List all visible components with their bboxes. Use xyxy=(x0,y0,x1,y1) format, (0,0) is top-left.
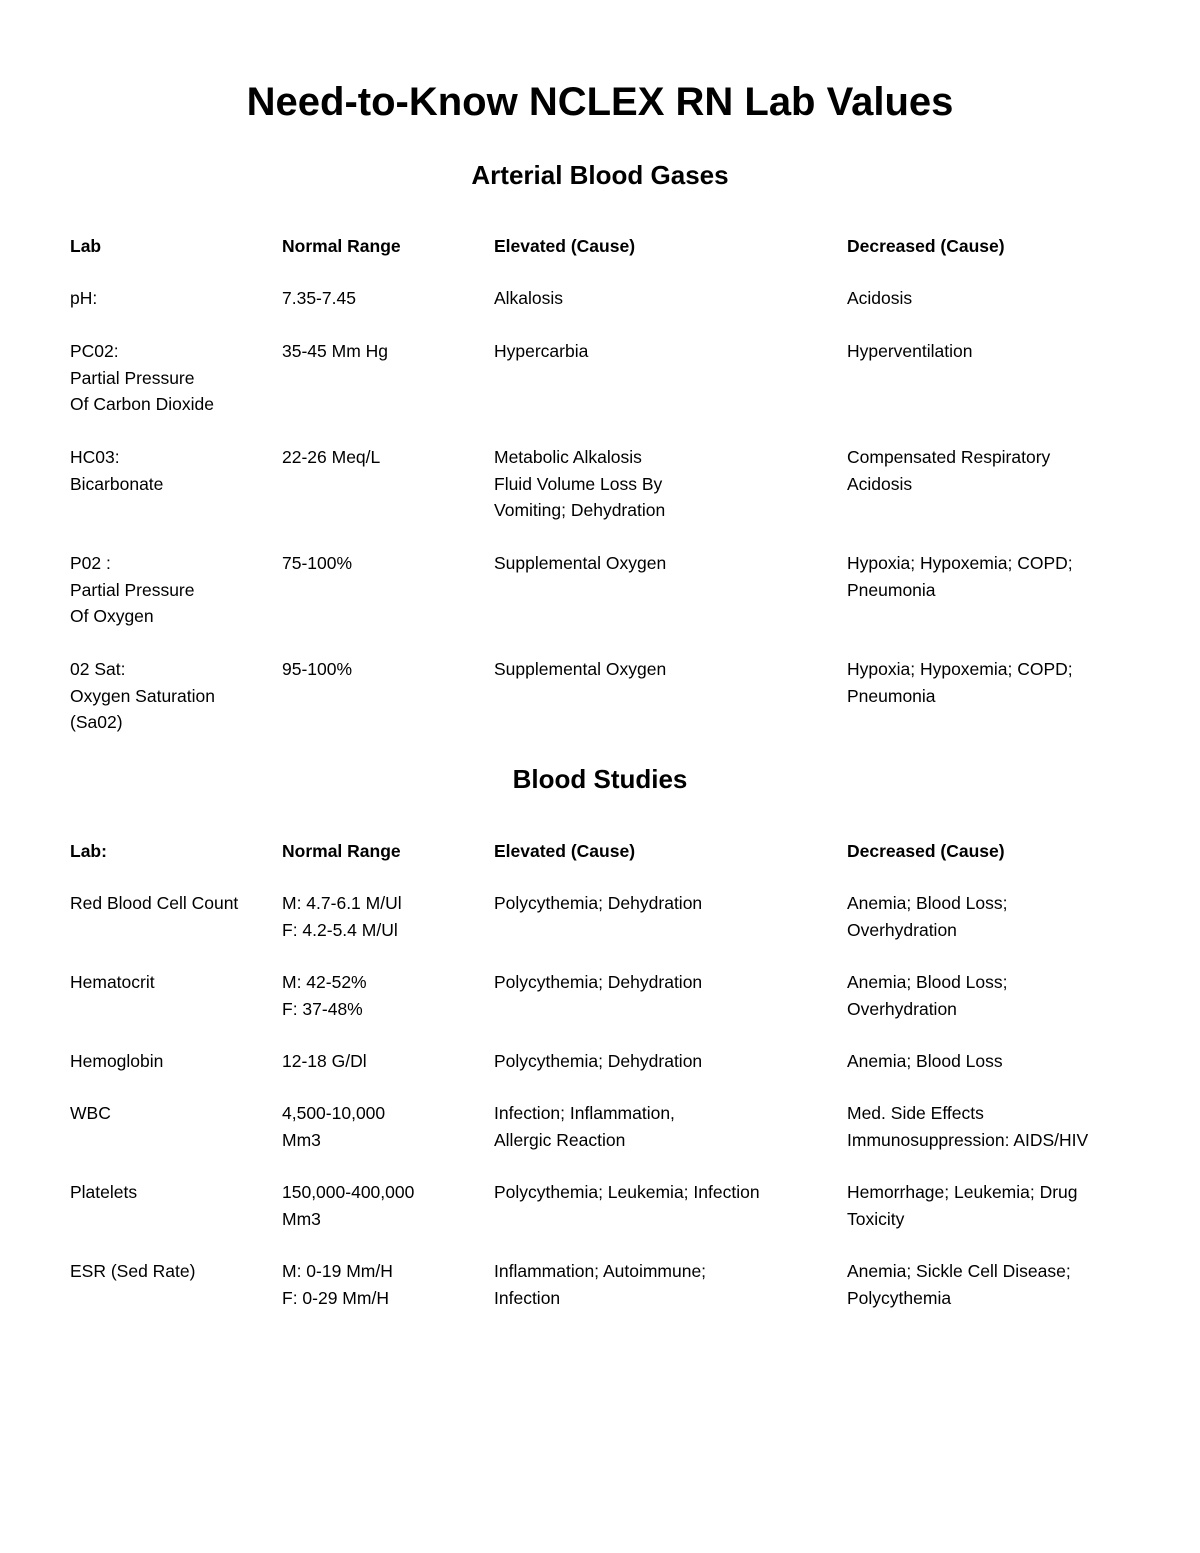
normal-range: 7.35-7.45 xyxy=(282,288,356,308)
decreased-cause: Anemia; Blood Loss; Overhydration xyxy=(847,893,1008,940)
blood-studies-header-row xyxy=(70,838,1150,865)
lab-name: Hematocrit xyxy=(70,972,155,992)
normal-range: M: 4.7-6.1 M/Ul F: 4.2-5.4 M/Ul xyxy=(282,893,402,940)
column-header-elevated: Elevated (Cause) xyxy=(494,841,636,861)
elevated-cause: Metabolic Alkalosis Fluid Volume Loss By Vomiting; Dehydration xyxy=(494,447,666,520)
elevated-cause: Polycythemia; Dehydration xyxy=(494,893,703,913)
elevated-cause: Polycythemia; Leukemia; Infection xyxy=(494,1182,760,1202)
normal-range: M: 42-52% F: 37-48% xyxy=(282,972,367,1019)
decreased-cause: Anemia; Blood Loss; Overhydration xyxy=(847,972,1008,1019)
column-header-lab: Lab: xyxy=(70,841,107,861)
normal-range: 22-26 Meq/L xyxy=(282,447,381,467)
decreased-cause: Hypoxia; Hypoxemia; COPD; Pneumonia xyxy=(847,659,1073,706)
normal-range: 4,500-10,000 Mm3 xyxy=(282,1103,386,1150)
decreased-cause: Hemorrhage; Leukemia; Drug Toxicity xyxy=(847,1182,1078,1229)
column-header-decreased: Decreased (Cause) xyxy=(847,841,1005,861)
elevated-cause: Inflammation; Autoimmune; Infection xyxy=(494,1261,707,1308)
section-title-arterial-blood-gases: Arterial Blood Gases xyxy=(471,160,729,190)
column-header-normal-range: Normal Range xyxy=(282,236,401,256)
blood-studies-table xyxy=(70,838,1150,1308)
lab-name: Red Blood Cell Count xyxy=(70,893,239,913)
normal-range: M: 0-19 Mm/H F: 0-29 Mm/H xyxy=(282,1261,393,1308)
lab-name: ESR (Sed Rate) xyxy=(70,1261,196,1281)
decreased-cause: Compensated Respiratory Acidosis xyxy=(847,447,1051,494)
column-header-lab: Lab xyxy=(70,236,102,256)
column-header-elevated: Elevated (Cause) xyxy=(494,236,636,256)
column-header-normal-range: Normal Range xyxy=(282,841,401,861)
normal-range: 150,000-400,000 Mm3 xyxy=(282,1182,415,1229)
column-header-decreased: Decreased (Cause) xyxy=(847,236,1005,256)
lab-name: Hemoglobin xyxy=(70,1051,164,1071)
normal-range: 35-45 Mm Hg xyxy=(282,341,389,361)
elevated-cause: Polycythemia; Dehydration xyxy=(494,972,703,992)
lab-name: 02 Sat: Oxygen Saturation (Sa02) xyxy=(70,659,215,732)
decreased-cause: Hyperventilation xyxy=(847,341,973,361)
normal-range: 75-100% xyxy=(282,553,353,573)
elevated-cause: Polycythemia; Dehydration xyxy=(494,1051,703,1071)
lab-name: PC02: Partial Pressure Of Carbon Dioxide xyxy=(70,341,214,414)
lab-name: P02 : Partial Pressure Of Oxygen xyxy=(70,553,195,626)
decreased-cause: Anemia; Sickle Cell Disease; Polycythemia xyxy=(847,1261,1071,1308)
lab-name: HC03: Bicarbonate xyxy=(70,447,164,494)
elevated-cause: Infection; Inflammation, Allergic Reaction xyxy=(494,1103,675,1150)
section-title-blood-studies: Blood Studies xyxy=(512,764,688,794)
normal-range: 12-18 G/Dl xyxy=(282,1051,367,1071)
elevated-cause: Hypercarbia xyxy=(494,341,589,361)
lab-name: Platelets xyxy=(70,1182,138,1202)
lab-name: pH: xyxy=(70,288,98,308)
elevated-cause: Supplemental Oxygen xyxy=(494,659,667,679)
lab-name: WBC xyxy=(70,1103,111,1123)
decreased-cause: Acidosis xyxy=(847,288,913,308)
abg-table xyxy=(70,233,1150,732)
normal-range: 95-100% xyxy=(282,659,353,679)
decreased-cause: Anemia; Blood Loss xyxy=(847,1051,1003,1071)
elevated-cause: Supplemental Oxygen xyxy=(494,553,667,573)
abg-header-row xyxy=(70,233,1150,260)
elevated-cause: Alkalosis xyxy=(494,288,564,308)
decreased-cause: Med. Side Effects Immunosuppression: AIDS/HIV xyxy=(847,1103,1089,1150)
document-title: Need-to-Know NCLEX RN Lab Values xyxy=(246,80,954,124)
decreased-cause: Hypoxia; Hypoxemia; COPD; Pneumonia xyxy=(847,553,1073,600)
